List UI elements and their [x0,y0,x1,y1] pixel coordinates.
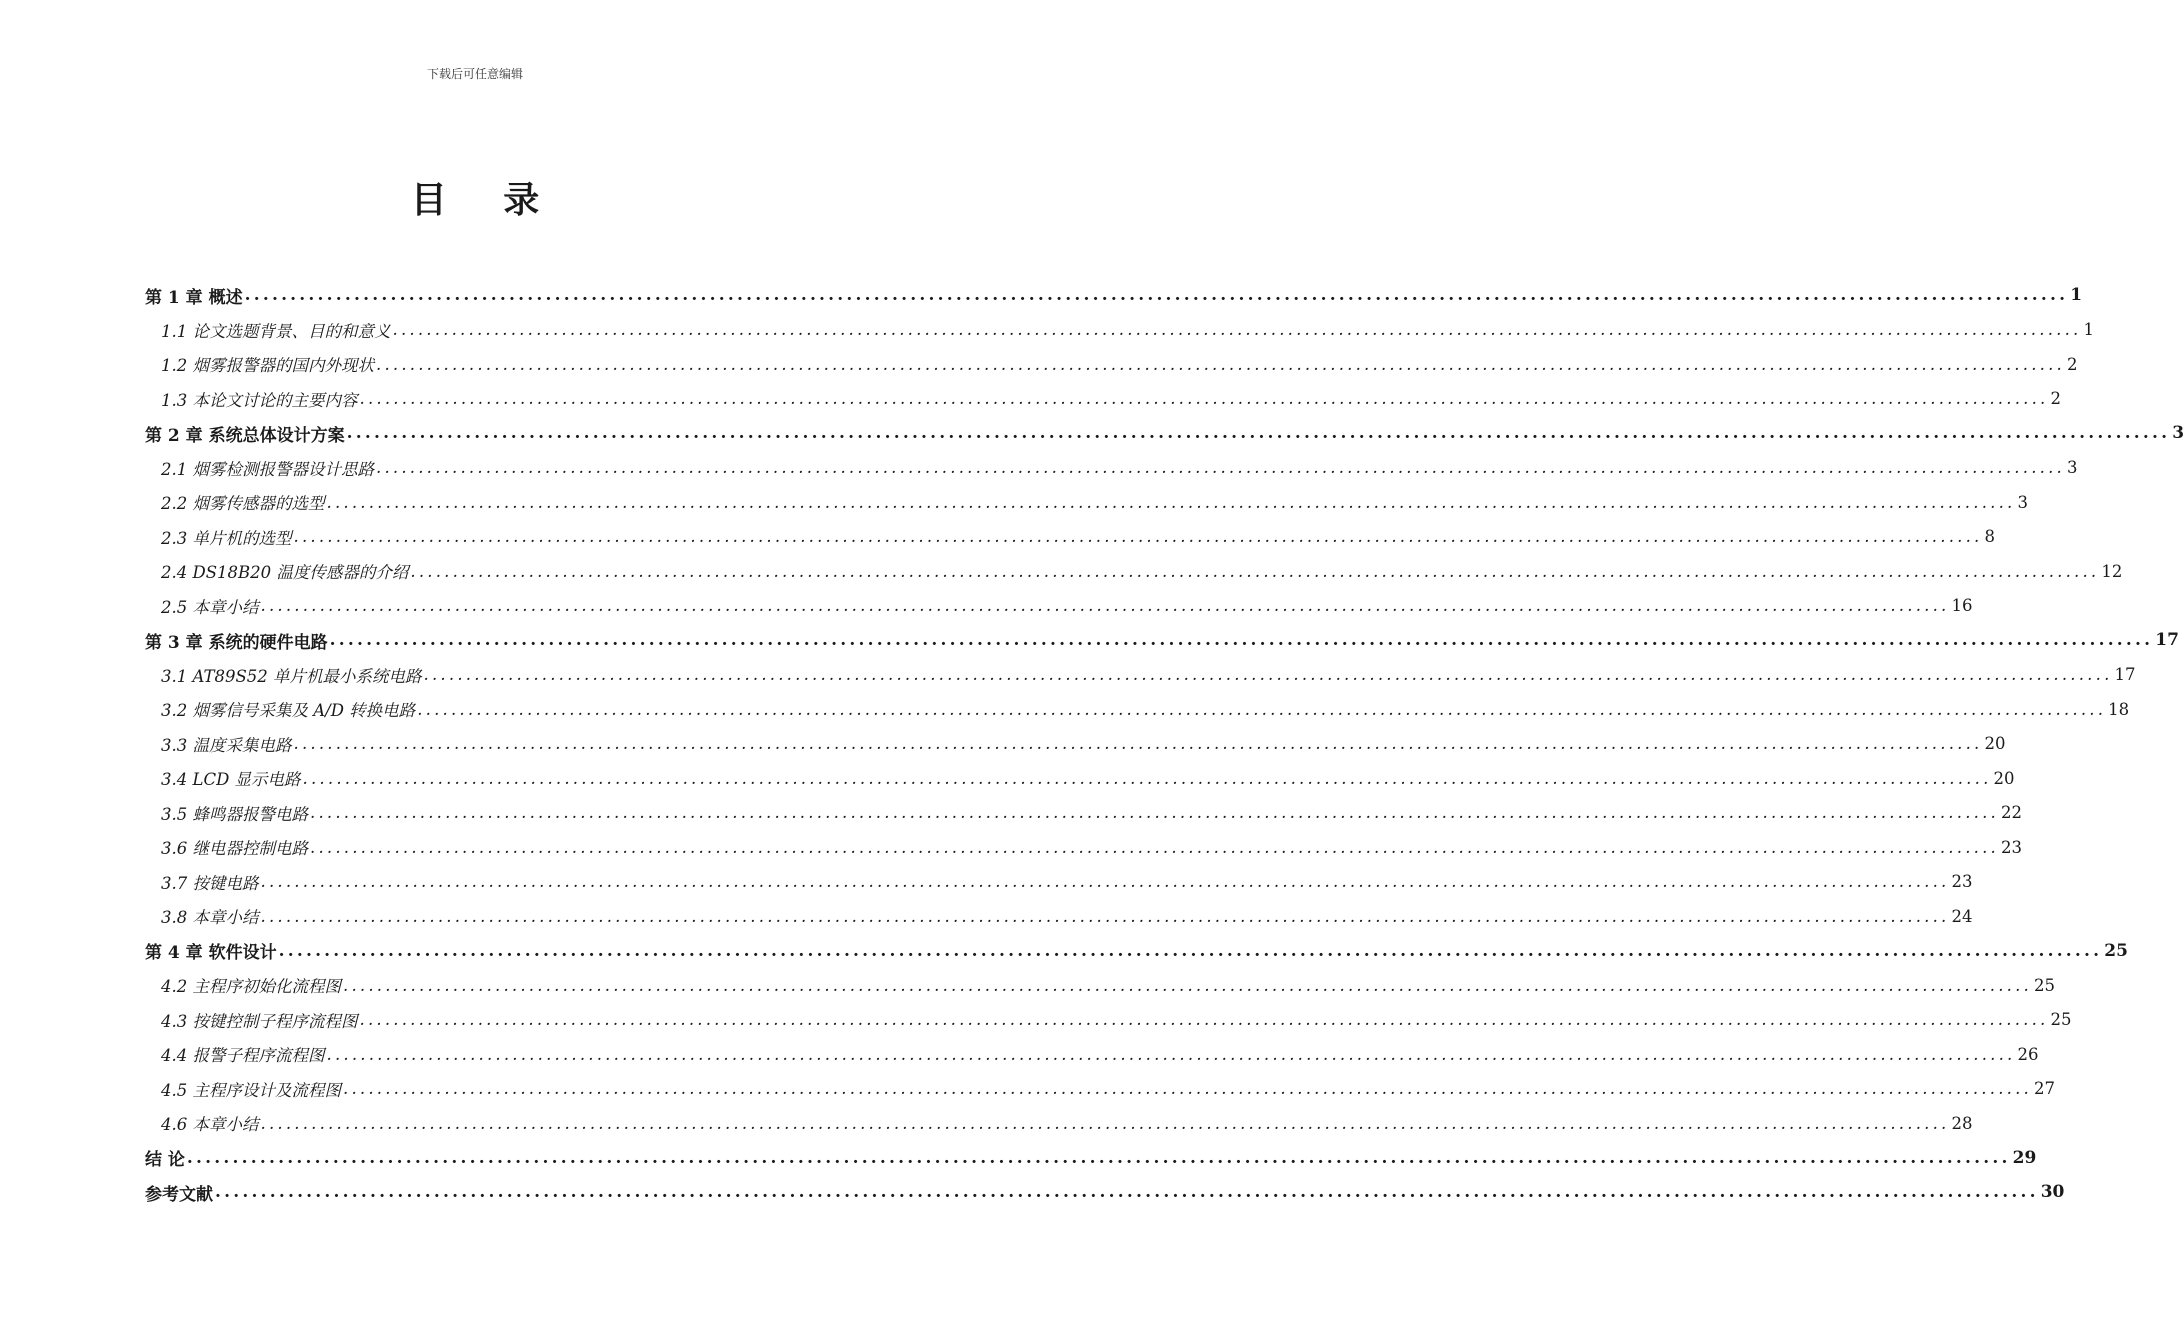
toc-entry-label: 1.1 论文选题背景、目的和意义 [161,321,391,341]
toc-entry-label: 2.5 本章小结 [161,597,259,617]
toc-entry-label: 3.6 继电器控制电路 [161,839,308,859]
toc-dot-leader: ........................................................................................................................................................................................................ [186,1147,2011,1168]
toc-entry-label: 2.4 DS18B20 温度传感器的介绍 [161,563,409,583]
toc-dot-leader: ........................................................................................................................................................................................................ [293,527,1983,547]
toc-entry-label: 1.2 烟雾报警器的国内外现状 [161,356,374,376]
toc-section-entry[interactable] [145,589,1973,624]
toc-entry-label: 4.4 报警子程序流程图 [161,1046,325,1066]
toc-dot-leader: ........................................................................................................................................................................................................ [310,803,1999,823]
toc-entry-page-number: 23 [2000,837,2022,857]
toc-chapter-entry[interactable] [145,1141,2037,1176]
toc-section-entry[interactable] [145,1072,2055,1107]
toc-dot-leader: ........................................................................................................................................................................................................ [244,285,2069,306]
toc-entry-label: 3.4 LCD 显示电路 [161,770,301,790]
toc-section-entry[interactable] [145,382,2061,417]
toc-entry-page-number: 30 [2040,1182,2065,1203]
toc-dot-leader: ........................................................................................................................................................................................................ [329,630,2154,651]
toc-chapter-entry[interactable] [145,934,2128,969]
toc-dot-leader: ........................................................................................................................................................................................................ [278,940,2103,961]
toc-entry-label: 3.8 本章小结 [161,908,259,928]
toc-entry-label: 参考文献 [145,1184,213,1205]
toc-entry-page-number: 25 [2104,940,2128,961]
toc-entry-page-number: 25 [2050,1010,2072,1030]
toc-entry-page-number: 1 [2083,320,2094,340]
toc-entry-page-number: 3 [2017,492,2028,512]
toc-dot-leader: ........................................................................................................................................................................................................ [260,906,1950,926]
toc-dot-leader: ........................................................................................................................................................................................................ [260,872,1950,892]
toc-entry-page-number: 20 [1993,768,2015,788]
toc-dot-leader: ........................................................................................................................................................................................................ [302,768,1992,788]
toc-entry-label: 4.3 按键控制子程序流程图 [161,1011,358,1031]
toc-entry-label: 第 2 章 系统总体设计方案 [145,425,345,446]
toc-section-entry[interactable] [145,1037,2039,1072]
toc-chapter-entry[interactable] [145,278,2083,313]
toc-entry-page-number: 29 [2012,1147,2037,1168]
toc-entry-label: 1.3 本论文讨论的主要内容 [161,390,358,410]
toc-entry-label: 2.1 烟雾检测报警器设计思路 [161,459,374,479]
toc-dot-leader: ........................................................................................................................................................................................................ [343,975,2032,995]
toc-entry-page-number: 17 [2114,665,2136,685]
toc-entry-label: 第 1 章 概述 [145,287,243,308]
toc-section-entry[interactable] [145,727,2006,762]
toc-chapter-entry[interactable] [145,416,2184,451]
toc-dot-leader: ........................................................................................................................................................................................................ [417,699,2107,719]
toc-entry-label: 4.2 主程序初始化流程图 [161,977,341,997]
toc-section-entry[interactable] [145,830,2022,865]
toc-entry-label: 3.3 温度采集电路 [161,735,292,755]
toc-entry-page-number: 1 [2070,285,2083,306]
toc-section-entry[interactable] [145,485,2028,520]
toc-entry-label: 第 4 章 软件设计 [145,943,277,964]
toc-entry-label: 3.7 按键电路 [161,873,259,893]
toc-entry-page-number: 23 [1951,872,1973,892]
toc-dot-leader: ........................................................................................................................................................................................................ [359,1010,2049,1030]
toc-dot-leader: ........................................................................................................................................................................................................ [423,665,2113,685]
toc-entry-label: 4.5 主程序设计及流程图 [161,1080,341,1100]
toc-entry-page-number: 18 [2108,699,2130,719]
toc-entry-page-number: 16 [1951,596,1973,616]
toc-entry-label: 2.3 单片机的选型 [161,528,292,548]
page-header-note: 下载后可任意编辑 [426,67,523,81]
toc-dot-leader: ........................................................................................................................................................................................................ [376,458,2065,478]
toc-section-entry[interactable] [145,1003,2072,1038]
toc-entry-page-number: 24 [1951,906,1973,926]
toc-entry-label: 第 3 章 系统的硬件电路 [145,632,328,653]
toc-section-entry[interactable] [145,347,2078,382]
table-of-contents [145,278,2184,1210]
toc-dot-leader: ........................................................................................................................................................................................................ [215,1182,2039,1203]
toc-dot-leader: ........................................................................................................................................................................................................ [410,561,2100,581]
toc-section-entry[interactable] [145,692,2130,727]
toc-entry-page-number: 2 [2050,389,2061,409]
toc-entry-page-number: 27 [2033,1079,2055,1099]
toc-chapter-entry[interactable] [145,623,2179,658]
toc-dot-leader: ........................................................................................................................................................................................................ [260,1113,1950,1133]
toc-entry-page-number: 22 [2000,803,2022,823]
toc-entry-page-number: 25 [2033,975,2055,995]
toc-entry-page-number: 26 [2017,1044,2039,1064]
toc-title: 目 录 [410,179,562,221]
toc-entry-page-number: 20 [1984,734,2006,754]
toc-dot-leader: ........................................................................................................................................................................................................ [359,389,2049,409]
toc-entry-page-number: 8 [1984,527,1995,547]
toc-dot-leader: ........................................................................................................................................................................................................ [343,1079,2032,1099]
toc-entry-page-number: 17 [2155,630,2179,651]
toc-section-entry[interactable] [145,899,1973,934]
toc-dot-leader: ........................................................................................................................................................................................................ [326,1044,2016,1064]
toc-section-entry[interactable] [145,1106,1973,1141]
toc-dot-leader: ........................................................................................................................................................................................................ [260,596,1950,616]
toc-dot-leader: ........................................................................................................................................................................................................ [310,837,1999,857]
toc-section-entry[interactable] [145,968,2055,1003]
toc-section-entry[interactable] [145,554,2123,589]
toc-entry-label: 3.1 AT89S52 单片机最小系统电路 [161,666,422,686]
toc-chapter-entry[interactable] [145,1175,2065,1210]
toc-entry-page-number: 2 [2066,354,2078,374]
toc-dot-leader: ........................................................................................................................................................................................................ [376,354,2065,374]
toc-entry-page-number: 3 [2066,458,2078,478]
toc-dot-leader: ........................................................................................................................................................................................................ [392,320,2082,340]
toc-entry-page-number: 28 [1951,1113,1973,1133]
toc-dot-leader: ........................................................................................................................................................................................................ [293,734,1983,754]
toc-section-entry[interactable] [145,796,2022,831]
toc-section-entry[interactable] [145,520,1995,555]
toc-entry-page-number: 3 [2172,423,2184,444]
toc-entry-label: 结 论 [145,1150,185,1171]
toc-entry-label: 3.5 蜂鸣器报警电路 [161,804,308,824]
toc-section-entry[interactable] [145,761,2015,796]
toc-section-entry[interactable] [145,865,1973,900]
toc-entry-label: 2.2 烟雾传感器的选型 [161,494,325,514]
toc-section-entry[interactable] [145,451,2078,486]
toc-entry-label: 3.2 烟雾信号采集及 A/D 转换电路 [161,701,416,721]
toc-section-entry[interactable] [145,313,2094,348]
toc-entry-page-number: 12 [2101,561,2123,581]
toc-entry-label: 4.6 本章小结 [161,1115,259,1135]
toc-section-entry[interactable] [145,658,2136,693]
toc-dot-leader: ........................................................................................................................................................................................................ [346,423,2171,444]
toc-dot-leader: ........................................................................................................................................................................................................ [326,492,2016,512]
